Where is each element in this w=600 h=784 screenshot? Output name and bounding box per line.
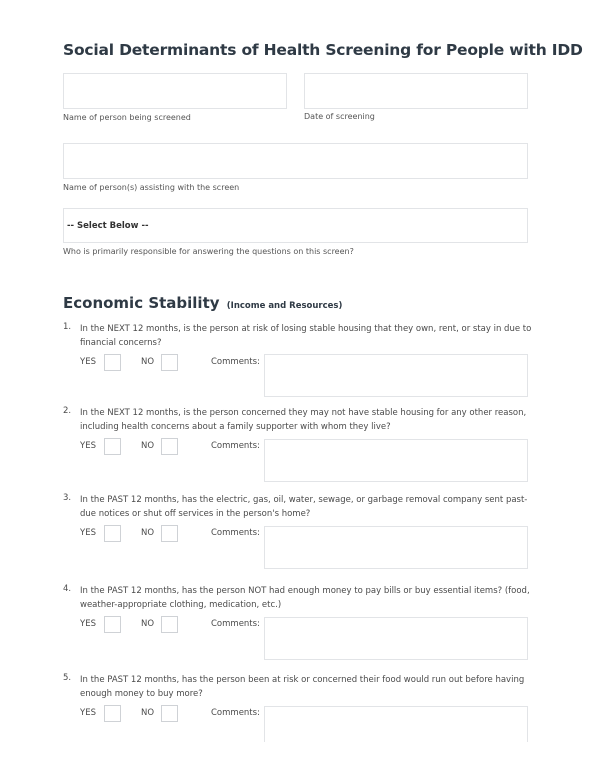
comments-input[interactable] [264,706,528,742]
section-title-text: Economic Stability [63,294,220,312]
no-label: NO [141,357,155,367]
question-text: In the PAST 12 months, has the electric, gas, oil, water, sewage, or garbage removal company sent past-due notices or shut off services in the person's home? [80,495,528,519]
question-text: In the PAST 12 months, has the person been at risk or concerned their food would run out before having enough money to buy more? [80,675,525,699]
no-label: NO [141,708,155,718]
question-number: 5. [63,673,72,683]
yes-label: YES [80,528,96,538]
no-checkbox[interactable] [161,525,178,542]
assistant-name-label: Name of person(s) assisting with the screen [63,183,240,192]
screening-date-input[interactable] [304,73,528,109]
person-name-label: Name of person being screened [63,113,191,122]
comments-label: Comments: [211,528,260,538]
question-text: In the PAST 12 months, has the person NOT had enough money to pay bills or buy essential items? (food, weather-appropriate clothing, medication, etc.) [80,586,530,610]
assistant-name-input[interactable] [63,143,528,179]
section-title [63,294,342,312]
comments-label: Comments: [211,441,260,451]
yes-checkbox[interactable] [104,705,121,722]
respondent-select[interactable] [63,208,528,243]
form-title: Social Determinants of Health Screening for People with IDD [63,41,583,59]
comments-input[interactable] [264,617,528,660]
question-number: 2. [63,406,72,416]
screening-date-label: Date of screening [304,112,375,121]
section-subtitle: (Income and Resources) [226,301,343,311]
no-checkbox[interactable] [161,438,178,455]
no-label: NO [141,619,155,629]
no-label: NO [141,441,155,451]
person-name-input[interactable] [63,73,287,109]
respondent-select-label: Who is primarily responsible for answering the questions on this screen? [63,247,354,256]
comments-label: Comments: [211,357,260,367]
question-number: 3. [63,493,72,503]
yes-label: YES [80,441,96,451]
no-checkbox[interactable] [161,705,178,722]
yes-label: YES [80,619,96,629]
no-checkbox[interactable] [161,354,178,371]
yes-label: YES [80,357,96,367]
no-label: NO [141,528,155,538]
no-checkbox[interactable] [161,616,178,633]
yes-checkbox[interactable] [104,616,121,633]
yes-checkbox[interactable] [104,525,121,542]
comments-label: Comments: [211,708,260,718]
comments-input[interactable] [264,439,528,482]
comments-input[interactable] [264,526,528,569]
comments-label: Comments: [211,619,260,629]
question-number: 1. [63,322,72,332]
comments-input[interactable] [264,354,528,397]
respondent-select-value: -- Select Below -- [67,221,149,231]
question-text: In the NEXT 12 months, is the person concerned they may not have stable housing for any other reason, including health concerns about a family supporter with whom they live? [80,408,527,432]
yes-checkbox[interactable] [104,438,121,455]
yes-checkbox[interactable] [104,354,121,371]
yes-label: YES [80,708,96,718]
question-number: 4. [63,584,72,594]
question-text: In the NEXT 12 months, is the person at risk of losing stable housing that they own, rent, or stay in due to financial concerns? [80,324,532,348]
